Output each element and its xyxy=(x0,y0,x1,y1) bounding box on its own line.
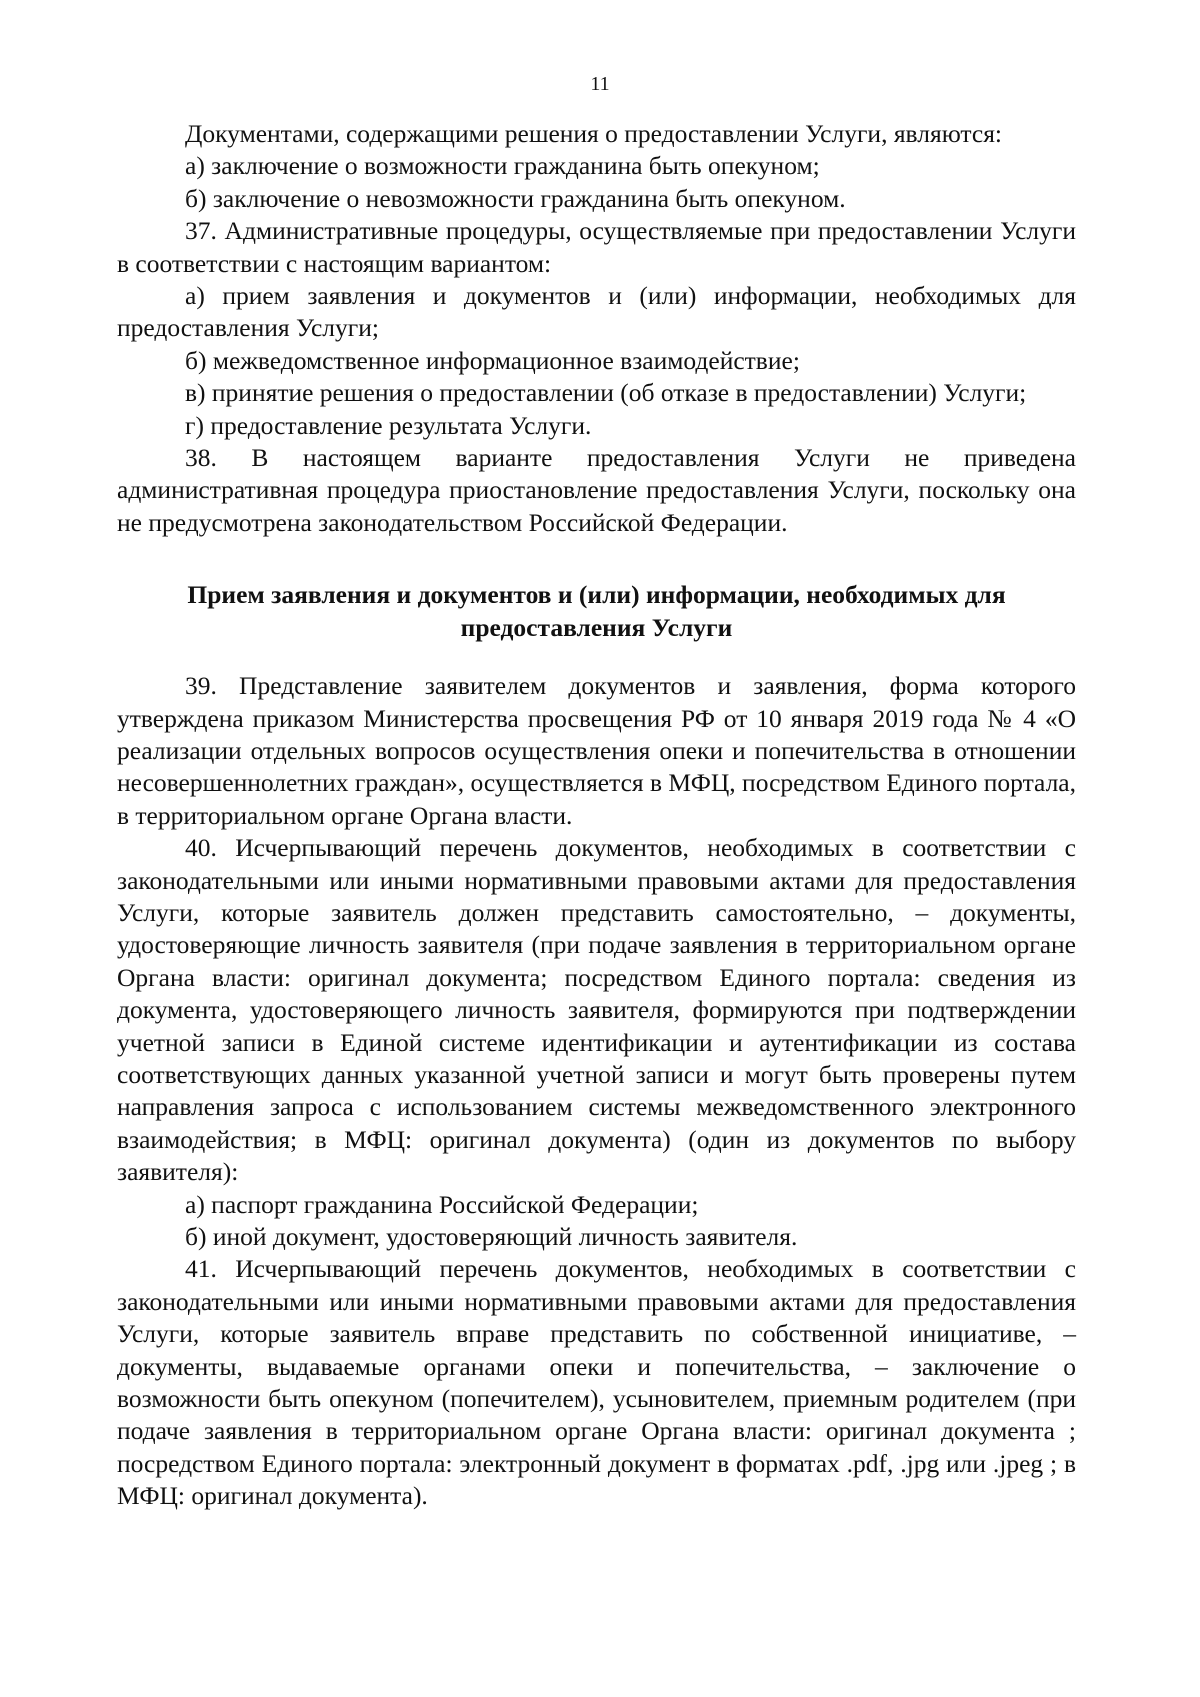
paragraph-39: 39. Представление заявителем документов и заявления, форма которого утверждена приказом Министерства просвещения РФ от 10 января 2019 года № 4 «О реализации отдельных вопросов осуществления опеки и попечительства в отношении несовершеннолетних граждан», осуществляется в МФЦ, посредством Единого портала, в территориальном органе Органа власти. xyxy=(117,671,1076,830)
paragraph-38: 38. В настоящем варианте предоставления Услуги не приведена административная процедура приостановление предоставления Услуги, поскольку она не предусмотрена законодательством Российской Федерации. xyxy=(117,443,1076,537)
list-item-40a: а) паспорт гражданина Российской Федерации; xyxy=(185,1189,699,1219)
list-item-40b: б) иной документ, удостоверяющий личность заявителя. xyxy=(185,1222,798,1251)
page-number: 11 xyxy=(590,73,610,95)
list-item-b-impossibility: б) заключение о невозможности гражданина быть опекуном. xyxy=(185,183,846,213)
paragraph-41: 41. Исчерпывающий перечень документов, необходимых в соответствии с законодательными или иными нормативными правовыми актами для предоставления Услуги, которые заявитель вправе представить по собственной инициативе, – документы, выдаваемые органами опеки и попечительства, – заключение о возможности быть опекуном (попечителем), усыновителем, приемным родителем (при подаче заявления в территориальном органе Органа власти: оригинал документа ; посредством Единого портала: электронный документ в форматах .pdf, .jpg или .jpeg ; в МФЦ: оригинал документа). xyxy=(117,1254,1076,1511)
list-item-37a: а) прием заявления и документов и (или) информации, необходимых для предоставления Услуги; xyxy=(117,281,1076,343)
section-heading: Прием заявления и документов и (или) информации, необходимых для предоставления Услуги xyxy=(187,580,1006,642)
paragraph-37: 37. Административные процедуры, осуществляемые при предоставлении Услуги в соответствии с настоящим вариантом: xyxy=(117,216,1076,278)
paragraph-40: 40. Исчерпывающий перечень документов, необходимых в соответствии с законодательными или иными нормативными правовыми актами для предоставления Услуги, которые заявитель должен представить самостоятельно, – документы, удостоверяющие личность заявителя (при подаче заявления в территориальном органе Органа власти: оригинал документа; посредством Единого портала: сведения из документа, удостоверяющего личность заявителя, формируются при подтверждении учетной записи в Единой системе идентификации и аутентификации из состава соответствующих данных указанной учетной записи и могут быть проверены путем направления запроса с использованием системы межведомственного электронного взаимодействия; в МФЦ: оригинал документа) (один из документов по выбору заявителя): xyxy=(117,833,1076,1187)
list-item-37v: в) принятие решения о предоставлении (об отказе в предоставлении) Услуги; xyxy=(185,378,1027,408)
list-item-37g: г) предоставление результата Услуги. xyxy=(185,410,592,440)
list-item-a-possibility: а) заключение о возможности гражданина быть опекуном; xyxy=(185,151,820,181)
paragraph-decision-documents: Документами, содержащими решения о предоставлении Услуги, являются: xyxy=(185,119,1003,148)
document-body xyxy=(117,118,1076,1513)
list-item-37b: б) межведомственное информационное взаимодействие; xyxy=(185,345,800,375)
